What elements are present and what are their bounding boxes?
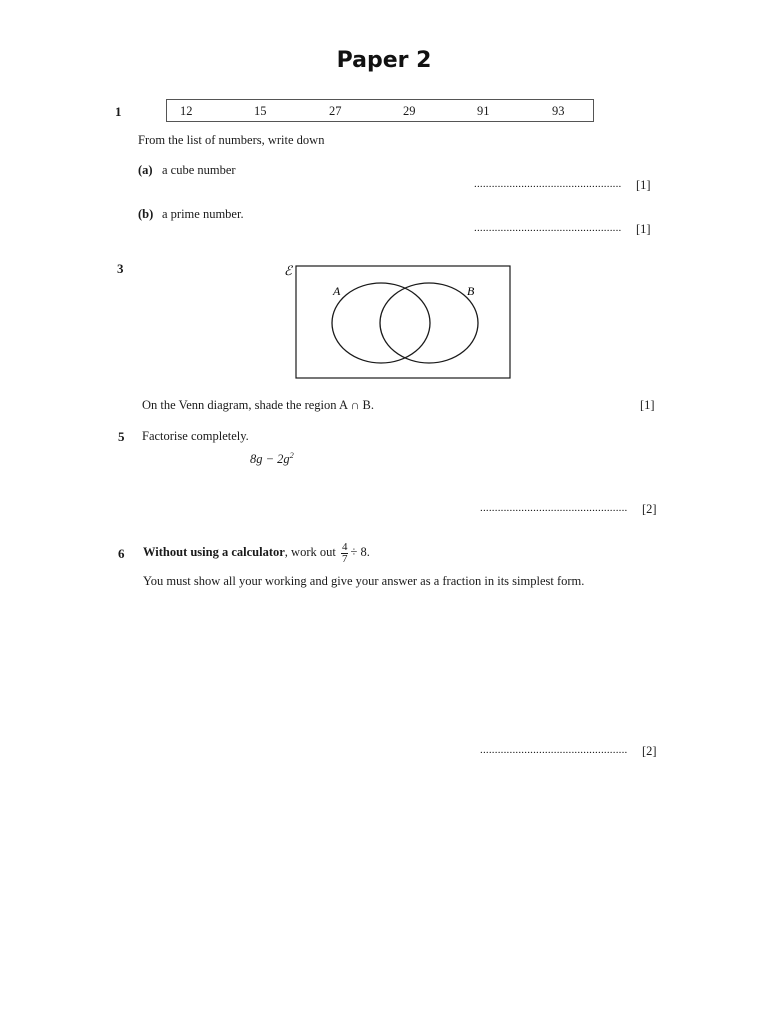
universal-set-symbol: ℰ	[284, 263, 292, 278]
q1-instruction: From the list of numbers, write down	[138, 133, 325, 147]
q5-exponent: 2	[289, 451, 294, 460]
q6-text: , work out	[284, 545, 336, 559]
q6-operator: ÷ 8.	[350, 545, 370, 559]
q1-number-item: 93	[552, 104, 565, 118]
q1-part-a-marks: [1]	[636, 178, 651, 192]
q1-number-item: 29	[403, 104, 416, 118]
q5-marks: [2]	[642, 502, 657, 516]
q5-expression: $8g - 2g^2$	[250, 451, 294, 467]
set-b-label: B	[467, 284, 475, 298]
q5-number: 5	[118, 429, 125, 444]
q1-part-b-answer-line[interactable]: ..................................................	[474, 222, 622, 234]
venn-diagram[interactable]	[280, 260, 520, 385]
q3-marks: [1]	[640, 398, 655, 412]
q1-number-item: 91	[477, 104, 490, 118]
q1-part-b-text: a prime number.	[162, 207, 244, 221]
q3-instruction: On the Venn diagram, shade the region A ∩ B.	[142, 398, 375, 412]
q6-bold-text: Without using a calculator	[143, 545, 285, 559]
q3-number: 3	[117, 261, 124, 276]
set-b-circle	[380, 283, 478, 363]
q1-number: 1	[115, 104, 122, 119]
q1-number-item: 12	[180, 104, 193, 118]
set-a-circle	[332, 283, 430, 363]
q6-number: 6	[118, 546, 125, 561]
q1-part-a-answer-line[interactable]: ..................................................	[474, 178, 622, 190]
q1-number-item: 27	[329, 104, 342, 118]
set-a-label: A	[333, 284, 341, 298]
q1-part-b-marks: [1]	[636, 222, 651, 236]
q6-answer-line[interactable]: ..................................................	[480, 744, 628, 756]
q1-number-list-box	[166, 99, 594, 122]
q6-marks: [2]	[642, 744, 657, 758]
q5-answer-line[interactable]: ..................................................	[480, 502, 628, 514]
q1-part-a-label: (a)	[138, 163, 153, 177]
q1-part-b-label: (b)	[138, 207, 154, 221]
q1-number-item: 15	[254, 104, 267, 118]
q6-prompt	[143, 538, 370, 566]
q6-fraction: $\frac{4}{7}$	[341, 540, 348, 565]
q1-part-a-text: a cube number	[162, 163, 236, 177]
q6-instruction: You must show all your working and give your answer as a fraction in its simplest form.	[143, 574, 585, 588]
page-title: Paper 2	[336, 48, 432, 73]
q5-instruction: Factorise completely.	[142, 429, 249, 443]
